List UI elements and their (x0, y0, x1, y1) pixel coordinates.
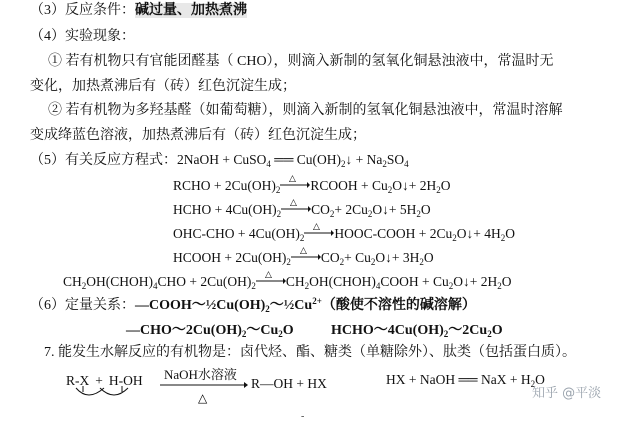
hydrolysis-condition: NaOH水溶液 (164, 367, 237, 382)
equation-1: RCHO + $2Cu(OH)_2$ △ RCOOH + $Cu_2O↓+ 2H_2O$ (173, 174, 451, 195)
circle-number-1: ① (48, 54, 62, 69)
halogen: X (79, 373, 90, 388)
hydrolysis-products: R—OH + HX (251, 376, 327, 391)
bond-break-arcs-icon (66, 386, 166, 406)
phenomenon-2-line1 (48, 102, 563, 120)
heat-arrow-icon (291, 246, 321, 263)
equation-2: HCHO + $4Cu(OH)_2$ △ $CO_2+$ $2Cu_2O↓+ 5H_2O$ (173, 198, 431, 219)
hx-neutralization: HX + NaOH ══ NaX + $H_2O$ (386, 372, 545, 389)
heat-arrow-icon (256, 270, 286, 287)
heat-symbol: △ (313, 222, 321, 232)
section-number: （3）反应条件： (30, 3, 135, 18)
hydrolysis-scheme: R-X + H-OH (66, 373, 143, 388)
conditions-value: 碱过量、加热煮沸 (135, 3, 247, 18)
phenomenon-2-cont: 变成绛蓝色溶液，加热煮沸后有（砖）红色沉淀生成； (30, 128, 366, 143)
reaction-arrow-icon (160, 382, 248, 406)
phenomenon-2-line2 (30, 127, 366, 145)
reaction-conditions-line (30, 2, 247, 20)
watermark: 知乎 @平淡 (532, 386, 602, 401)
page-mark: - (301, 411, 305, 422)
hydrolysis-text: 7. 能发生水解反应的有机物是：卤代烃、酯、糖类（单糖除外）、肽类（包括蛋白质）。 (44, 345, 576, 360)
relation-cooh: $—COOH\sim\frac{1}{2}Cu(OH)_2\sim\frac{1}{2}Cu^{2+}$（酸使不溶性的碱溶解） (135, 296, 476, 314)
phenomenon-1-cont: 变化，加热煮沸后有（砖）红色沉淀生成； (30, 79, 296, 94)
heat-arrow-icon (304, 222, 334, 239)
quantitative-relation-line (30, 297, 476, 315)
section-number: （6）定量关系： (30, 298, 135, 313)
heat-symbol: △ (264, 270, 272, 280)
heat-arrow-icon (280, 174, 310, 191)
relation-cho: $—CHO\sim 2Cu(OH)_2\sim Cu_2O$ (126, 323, 294, 339)
equations-heading-line (30, 151, 409, 170)
heat-symbol: △ (289, 174, 297, 184)
equation-5: $CH_2OH(CHOH)_4CHO + 2Cu(OH)_2$ △ $CH_2OH(CHOH)_4COOH$ + $Cu_2O↓+ 2H_2O$ (63, 270, 512, 291)
svg-text:△: △ (198, 391, 208, 405)
heat-arrow-icon (281, 198, 311, 215)
circle-number-2: ② (48, 103, 62, 118)
equation-4: HCOOH + $2Cu(OH)_2$ △ $CO_2+$ $Cu_2O↓+ 3H_2O$ (173, 246, 434, 267)
r-group: R (66, 373, 76, 388)
section-number: （5）有关反应方程式： (30, 153, 177, 168)
phenomenon-1-text: 若有机物只有官能团醛基（ CHO），则滴入新制的氢氧化铜悬浊液中，常温时无 (65, 54, 554, 69)
hydrolysis-heading (44, 344, 576, 362)
heat-symbol: △ (299, 246, 307, 256)
phenomenon-1-line2 (30, 78, 296, 96)
equation-0: 2NaOH + CuSO$_4$ ══ $Cu(OH)_2↓ + Na_2SO_4$ (177, 152, 409, 169)
heat-symbol: △ (290, 198, 298, 208)
relation-hcho: $HCHO\sim 4Cu(OH)_2\sim 2Cu_2O$ (331, 323, 503, 339)
phenomenon-1-line1 (48, 53, 554, 71)
phenomena-heading (30, 28, 135, 46)
heading-text: （4）实验现象： (30, 29, 135, 44)
equation-3: $OHC-CHO + 4Cu(OH)_2$ △ HOOC-COOH + $2Cu_2O↓+ 4H_2O$ (173, 222, 515, 243)
phenomenon-2-text: 若有机物为多羟基醛（如葡萄糖），则滴入新制的氢氧化铜悬浊液中，常温时溶解 (65, 103, 563, 118)
